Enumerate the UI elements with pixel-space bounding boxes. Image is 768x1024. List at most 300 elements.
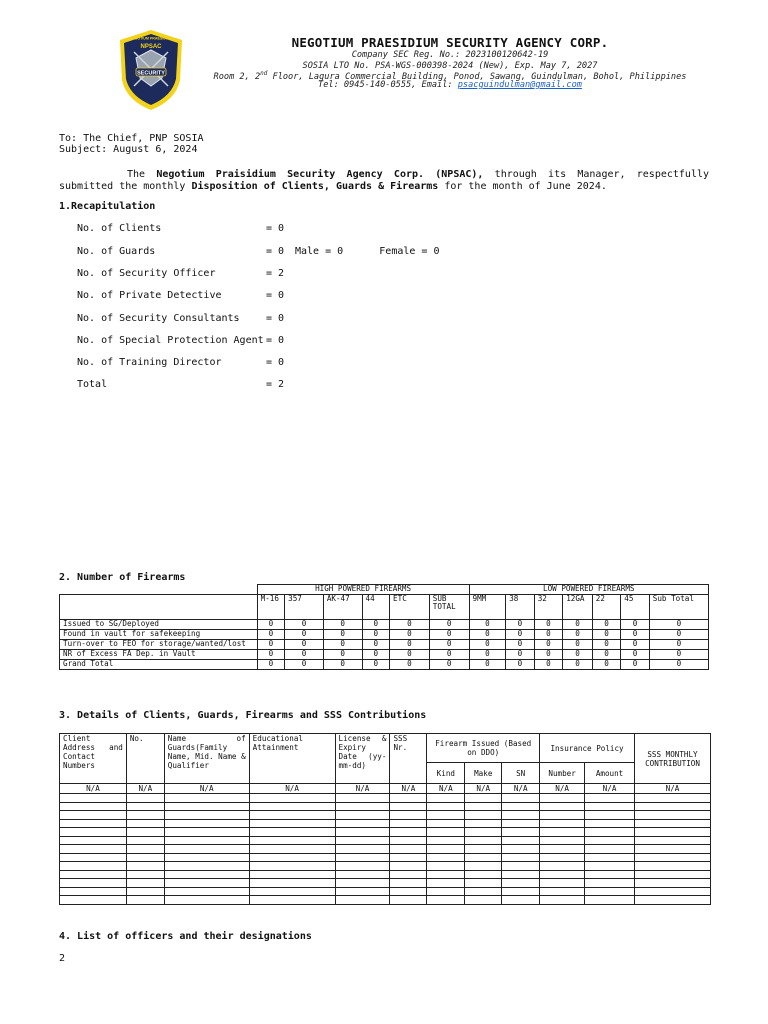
details-empty-cell [249, 870, 335, 879]
details-empty-cell [164, 811, 249, 820]
details-empty-cell [585, 887, 635, 896]
details-empty-cell [249, 853, 335, 862]
details-empty-cell [390, 828, 427, 837]
col-license: License & Expiry Date (yy-mm-dd) [335, 734, 390, 784]
details-empty-cell [585, 845, 635, 854]
col-sn: SN [502, 763, 540, 784]
details-empty-cell [502, 879, 540, 888]
details-empty-cell [465, 811, 502, 820]
firearm-count: 0 [534, 620, 563, 630]
details-empty-cell [540, 819, 585, 828]
details-blank-row [60, 862, 711, 871]
details-empty-cell [335, 794, 390, 803]
details-empty-cell [390, 853, 427, 862]
details-empty-cell [164, 836, 249, 845]
memo-subject: Subject: August 6, 2024 [59, 144, 198, 155]
details-empty-cell [502, 896, 540, 905]
company-name: NEGOTIUM PRAESIDIUM SECURITY AGENCY CORP. [291, 35, 609, 50]
firearm-count: 0 [621, 620, 650, 630]
recap-row [77, 357, 285, 368]
firearm-count: 0 [563, 650, 593, 660]
details-empty-cell [164, 828, 249, 837]
details-empty-cell [585, 811, 635, 820]
details-cell: N/A [390, 784, 427, 794]
details-empty-cell [585, 836, 635, 845]
details-empty-cell [249, 819, 335, 828]
memo-to: To: The Chief, PNP SOSIA [59, 133, 204, 144]
col-make: Make [465, 763, 502, 784]
details-empty-cell [164, 794, 249, 803]
firearm-count: 0 [390, 660, 430, 670]
details-empty-cell [126, 896, 164, 905]
firearm-count: 0 [257, 640, 285, 650]
details-empty-cell [164, 802, 249, 811]
details-empty-cell [126, 836, 164, 845]
details-empty-cell [635, 819, 711, 828]
details-empty-cell [427, 887, 465, 896]
details-empty-cell [502, 836, 540, 845]
details-cell: N/A [635, 784, 711, 794]
details-blank-row [60, 896, 711, 905]
col-insurance-group: Insurance Policy [540, 734, 635, 763]
firearm-count: 0 [429, 620, 469, 630]
details-empty-cell [585, 828, 635, 837]
firearm-row-label: Issued to SG/Deployed [60, 620, 258, 630]
firearm-row [60, 630, 709, 640]
details-blank-row [60, 870, 711, 879]
details-empty-cell [427, 811, 465, 820]
details-empty-cell [427, 896, 465, 905]
col-kind: Kind [427, 763, 465, 784]
details-empty-cell [540, 887, 585, 896]
address: Room 2, 2nd Floor, Lagura Commercial Building, Ponod, Sawang, Guindulman, Bohol, Philippines [213, 70, 687, 82]
details-cell: N/A [540, 784, 585, 794]
details-empty-cell [60, 879, 127, 888]
firearm-count: 0 [257, 660, 285, 670]
details-empty-cell [540, 862, 585, 871]
firearm-col-header: 38 [506, 595, 535, 612]
recap-value: = 0 [266, 246, 285, 257]
details-empty-cell [164, 887, 249, 896]
recap-heading: 1.Recapitulation [59, 201, 156, 212]
firearm-count: 0 [649, 640, 708, 650]
details-empty-cell [635, 870, 711, 879]
recap-value: = 0 [266, 290, 285, 301]
sosia-lto: SOSIA LTO No. PSA-WGS-000398-2024 (New), Exp. May 7, 2027 [302, 61, 598, 71]
details-empty-cell [585, 802, 635, 811]
firearm-count: 0 [563, 630, 593, 640]
details-empty-cell [390, 896, 427, 905]
recap-value: = 0 [266, 313, 285, 324]
col-no: No. [126, 734, 164, 784]
details-empty-cell [465, 879, 502, 888]
details-empty-cell [635, 853, 711, 862]
details-empty-cell [390, 819, 427, 828]
details-empty-cell [585, 794, 635, 803]
details-cell: N/A [502, 784, 540, 794]
details-empty-cell [427, 802, 465, 811]
firearm-count: 0 [257, 650, 285, 660]
details-empty-cell [249, 794, 335, 803]
firearm-count: 0 [592, 620, 621, 630]
details-empty-cell [427, 819, 465, 828]
details-empty-cell [635, 802, 711, 811]
details-empty-cell [465, 802, 502, 811]
details-empty-cell [465, 845, 502, 854]
details-empty-cell [335, 828, 390, 837]
details-empty-cell [390, 862, 427, 871]
recap-value: = 0 [266, 335, 285, 346]
details-empty-cell [335, 802, 390, 811]
details-empty-cell [540, 845, 585, 854]
details-empty-cell [60, 794, 127, 803]
details-empty-cell [465, 836, 502, 845]
firearm-count: 0 [506, 630, 535, 640]
firearm-col-header: 45 [621, 595, 650, 612]
details-empty-cell [427, 870, 465, 879]
details-empty-cell [126, 879, 164, 888]
firearm-col-header: 9MM [469, 595, 506, 612]
col-number: Number [540, 763, 585, 784]
recap-row [77, 223, 285, 234]
details-empty-cell [60, 819, 127, 828]
details-empty-cell [164, 845, 249, 854]
details-empty-cell [465, 828, 502, 837]
details-empty-cell [126, 811, 164, 820]
details-empty-cell [427, 853, 465, 862]
details-empty-cell [502, 853, 540, 862]
details-empty-cell [635, 887, 711, 896]
details-empty-cell [249, 811, 335, 820]
details-empty-cell [60, 862, 127, 871]
details-empty-cell [427, 862, 465, 871]
details-cell: N/A [164, 784, 249, 794]
logo-npsac-text: NPSAC [140, 44, 162, 50]
details-blank-row [60, 836, 711, 845]
details-blank-row [60, 828, 711, 837]
officers-heading: 4. List of officers and their designations [59, 931, 312, 942]
page-number: 2 [59, 953, 66, 964]
details-empty-cell [126, 802, 164, 811]
sec-reg: Company SEC Reg. No.: 2023100120642-19 [351, 50, 549, 60]
details-empty-cell [465, 853, 502, 862]
details-empty-cell [465, 819, 502, 828]
recap-value: = 2 [266, 379, 285, 390]
recap-value: = 2 [266, 268, 285, 279]
details-empty-cell [540, 802, 585, 811]
firearm-count: 0 [621, 660, 650, 670]
details-empty-cell [390, 845, 427, 854]
firearm-col-header: SUB TOTAL [429, 595, 469, 612]
firearm-count: 0 [362, 630, 390, 640]
details-empty-cell [60, 870, 127, 879]
details-empty-cell [390, 811, 427, 820]
low-powered-header: LOW POWERED FIREARMS [469, 585, 708, 595]
details-empty-cell [164, 870, 249, 879]
email-link[interactable]: psacguindulman@gmail.com [457, 80, 582, 90]
logo-arc-text: NEGOTIUM PRAESIDIUM [129, 36, 173, 41]
details-empty-cell [502, 811, 540, 820]
firearm-count: 0 [592, 630, 621, 640]
firearm-row [60, 640, 709, 650]
details-empty-cell [540, 794, 585, 803]
firearm-col-header: ETC [390, 595, 430, 612]
details-empty-cell [585, 870, 635, 879]
details-empty-cell [60, 811, 127, 820]
col-firearm-group: Firearm Issued (Based on DDO) [427, 734, 540, 763]
firearm-count: 0 [469, 660, 506, 670]
details-cell: N/A [465, 784, 502, 794]
recap-value: = 0 [266, 357, 285, 368]
firearm-count: 0 [621, 630, 650, 640]
details-empty-cell [540, 836, 585, 845]
details-empty-cell [126, 853, 164, 862]
recap-value: = 0 [266, 223, 285, 234]
firearm-count: 0 [362, 660, 390, 670]
details-blank-row [60, 819, 711, 828]
recap-label: No. of Clients [77, 223, 162, 234]
details-empty-cell [335, 870, 390, 879]
details-empty-cell [427, 836, 465, 845]
details-empty-cell [540, 879, 585, 888]
details-empty-cell [502, 887, 540, 896]
firearm-count: 0 [592, 660, 621, 670]
firearm-count: 0 [323, 620, 362, 630]
firearm-count: 0 [534, 630, 563, 640]
details-blank-row [60, 794, 711, 803]
contact-line: Tel: 0945-140-0555, Email: psacguindulman@gmail.com [318, 80, 582, 90]
details-blank-row [60, 845, 711, 854]
firearm-count: 0 [362, 650, 390, 660]
col-amount: Amount [585, 763, 635, 784]
details-cell: N/A [585, 784, 635, 794]
details-empty-cell [540, 870, 585, 879]
firearm-count: 0 [285, 660, 324, 670]
details-empty-cell [164, 879, 249, 888]
firearm-count: 0 [506, 660, 535, 670]
details-empty-cell [126, 845, 164, 854]
details-empty-cell [390, 879, 427, 888]
recap-row [77, 379, 285, 390]
details-cell: N/A [126, 784, 164, 794]
col-guards: Name of Guards(Family Name, Mid. Name & Qualifier [164, 734, 249, 784]
firearm-count: 0 [563, 640, 593, 650]
details-empty-cell [540, 853, 585, 862]
firearm-col-header: AK-47 [323, 595, 362, 612]
details-empty-cell [126, 870, 164, 879]
firearm-count: 0 [592, 650, 621, 660]
firearm-count: 0 [506, 650, 535, 660]
firearm-count: 0 [469, 620, 506, 630]
details-empty-cell [427, 879, 465, 888]
details-empty-cell [249, 887, 335, 896]
recap-label: No. of Special Protection Agent [77, 335, 264, 346]
details-row [60, 784, 711, 794]
details-heading: 3. Details of Clients, Guards, Firearms and SSS Contributions [59, 710, 427, 721]
firearm-row [60, 660, 709, 670]
details-empty-cell [60, 836, 127, 845]
firearm-count: 0 [649, 650, 708, 660]
details-empty-cell [335, 853, 390, 862]
firearm-count: 0 [285, 620, 324, 630]
details-empty-cell [390, 802, 427, 811]
details-empty-cell [60, 845, 127, 854]
firearm-count: 0 [323, 630, 362, 640]
details-empty-cell [465, 896, 502, 905]
firearm-count: 0 [285, 630, 324, 640]
firearm-row-label: NR of Excess FA Dep. in Vault [60, 650, 258, 660]
col-sss-monthly: SSS MONTHLY CONTRIBUTION [635, 734, 711, 784]
details-cell: N/A [427, 784, 465, 794]
high-powered-header: HIGH POWERED FIREARMS [257, 585, 469, 595]
details-cell: N/A [335, 784, 390, 794]
details-table [59, 733, 711, 905]
agency-logo [116, 28, 186, 112]
col-client: Client Address and Contact Numbers [60, 734, 127, 784]
details-empty-cell [335, 887, 390, 896]
firearm-count: 0 [362, 640, 390, 650]
recap-row [77, 335, 285, 346]
details-empty-cell [465, 887, 502, 896]
details-empty-cell [502, 862, 540, 871]
details-empty-cell [164, 862, 249, 871]
recap-row [77, 268, 285, 279]
firearm-count: 0 [469, 630, 506, 640]
firearm-count: 0 [621, 650, 650, 660]
firearm-row [60, 620, 709, 630]
details-blank-row [60, 853, 711, 862]
firearm-col-header: M-16 [257, 595, 285, 612]
firearm-count: 0 [592, 640, 621, 650]
firearm-col-header: 44 [362, 595, 390, 612]
recap-row [77, 246, 440, 257]
details-empty-cell [249, 862, 335, 871]
firearm-count: 0 [429, 660, 469, 670]
firearm-count: 0 [469, 650, 506, 660]
details-empty-cell [585, 896, 635, 905]
details-empty-cell [249, 879, 335, 888]
firearm-row-label: Turn-over to FEO for storage/wanted/lost [60, 640, 258, 650]
firearm-row-label: Grand Total [60, 660, 258, 670]
logo-security-text: SECURITY [137, 70, 165, 77]
firearm-count: 0 [506, 640, 535, 650]
details-empty-cell [60, 802, 127, 811]
recap-extra: Male = 0 Female = 0 [295, 246, 440, 257]
firearm-count: 0 [534, 650, 563, 660]
firearm-col-header: 22 [592, 595, 621, 612]
memo-paragraph: The Negotium Praisidium Security Agency Corp. (NPSAC), through its Manager, respectfully submitted the monthly Disposition of Clients, Guards & Firearms for the month of June 2024. [59, 169, 710, 192]
firearms-heading: 2. Number of Firearms [59, 572, 186, 583]
details-empty-cell [502, 802, 540, 811]
details-empty-cell [60, 896, 127, 905]
details-empty-cell [502, 819, 540, 828]
details-empty-cell [540, 896, 585, 905]
details-empty-cell [585, 862, 635, 871]
firearm-count: 0 [390, 640, 430, 650]
details-empty-cell [540, 811, 585, 820]
firearm-count: 0 [534, 660, 563, 670]
details-empty-cell [635, 845, 711, 854]
details-blank-row [60, 802, 711, 811]
col-sss: SSS Nr. [390, 734, 427, 784]
firearm-count: 0 [323, 660, 362, 670]
details-empty-cell [585, 819, 635, 828]
details-empty-cell [635, 828, 711, 837]
firearm-count: 0 [429, 630, 469, 640]
firearm-count: 0 [649, 620, 708, 630]
firearm-col-header: 12GA [563, 595, 593, 612]
details-empty-cell [126, 887, 164, 896]
details-empty-cell [390, 887, 427, 896]
details-empty-cell [335, 845, 390, 854]
firearm-count: 0 [323, 650, 362, 660]
details-empty-cell [335, 896, 390, 905]
details-empty-cell [585, 853, 635, 862]
firearms-table [59, 584, 709, 670]
details-empty-cell [502, 794, 540, 803]
firearm-col-header: Sub Total [649, 595, 708, 612]
firearm-count: 0 [534, 640, 563, 650]
firearm-count: 0 [563, 660, 593, 670]
details-blank-row [60, 811, 711, 820]
firearm-row-label: Found in vault for safekeeping [60, 630, 258, 640]
details-empty-cell [465, 862, 502, 871]
details-empty-cell [465, 794, 502, 803]
recap-label: No. of Security Consultants [77, 313, 240, 324]
recap-label: Total [77, 379, 108, 390]
firearm-count: 0 [390, 650, 430, 660]
details-blank-row [60, 887, 711, 896]
details-empty-cell [502, 870, 540, 879]
details-empty-cell [60, 853, 127, 862]
recap-label: No. of Training Director [77, 357, 222, 368]
details-empty-cell [126, 794, 164, 803]
recap-row [77, 313, 285, 324]
details-empty-cell [635, 879, 711, 888]
details-empty-cell [585, 879, 635, 888]
details-empty-cell [126, 862, 164, 871]
firearm-count: 0 [649, 630, 708, 640]
details-empty-cell [427, 828, 465, 837]
details-empty-cell [60, 828, 127, 837]
details-cell: N/A [60, 784, 127, 794]
col-edu: Educational Attainment [249, 734, 335, 784]
details-empty-cell [126, 828, 164, 837]
recap-label: No. of Security Officer [77, 268, 216, 279]
details-empty-cell [164, 853, 249, 862]
firearm-row [60, 650, 709, 660]
details-empty-cell [635, 836, 711, 845]
details-empty-cell [60, 887, 127, 896]
details-empty-cell [635, 811, 711, 820]
details-empty-cell [635, 794, 711, 803]
recap-row [77, 290, 285, 301]
details-blank-row [60, 879, 711, 888]
firearm-count: 0 [257, 630, 285, 640]
details-empty-cell [540, 828, 585, 837]
firearm-count: 0 [649, 660, 708, 670]
details-empty-cell [635, 862, 711, 871]
details-empty-cell [164, 819, 249, 828]
details-empty-cell [335, 836, 390, 845]
details-empty-cell [249, 896, 335, 905]
details-cell: N/A [249, 784, 335, 794]
details-empty-cell [465, 870, 502, 879]
recap-label: No. of Guards [77, 246, 156, 257]
firearm-count: 0 [429, 640, 469, 650]
details-empty-cell [249, 845, 335, 854]
firearm-count: 0 [362, 620, 390, 630]
